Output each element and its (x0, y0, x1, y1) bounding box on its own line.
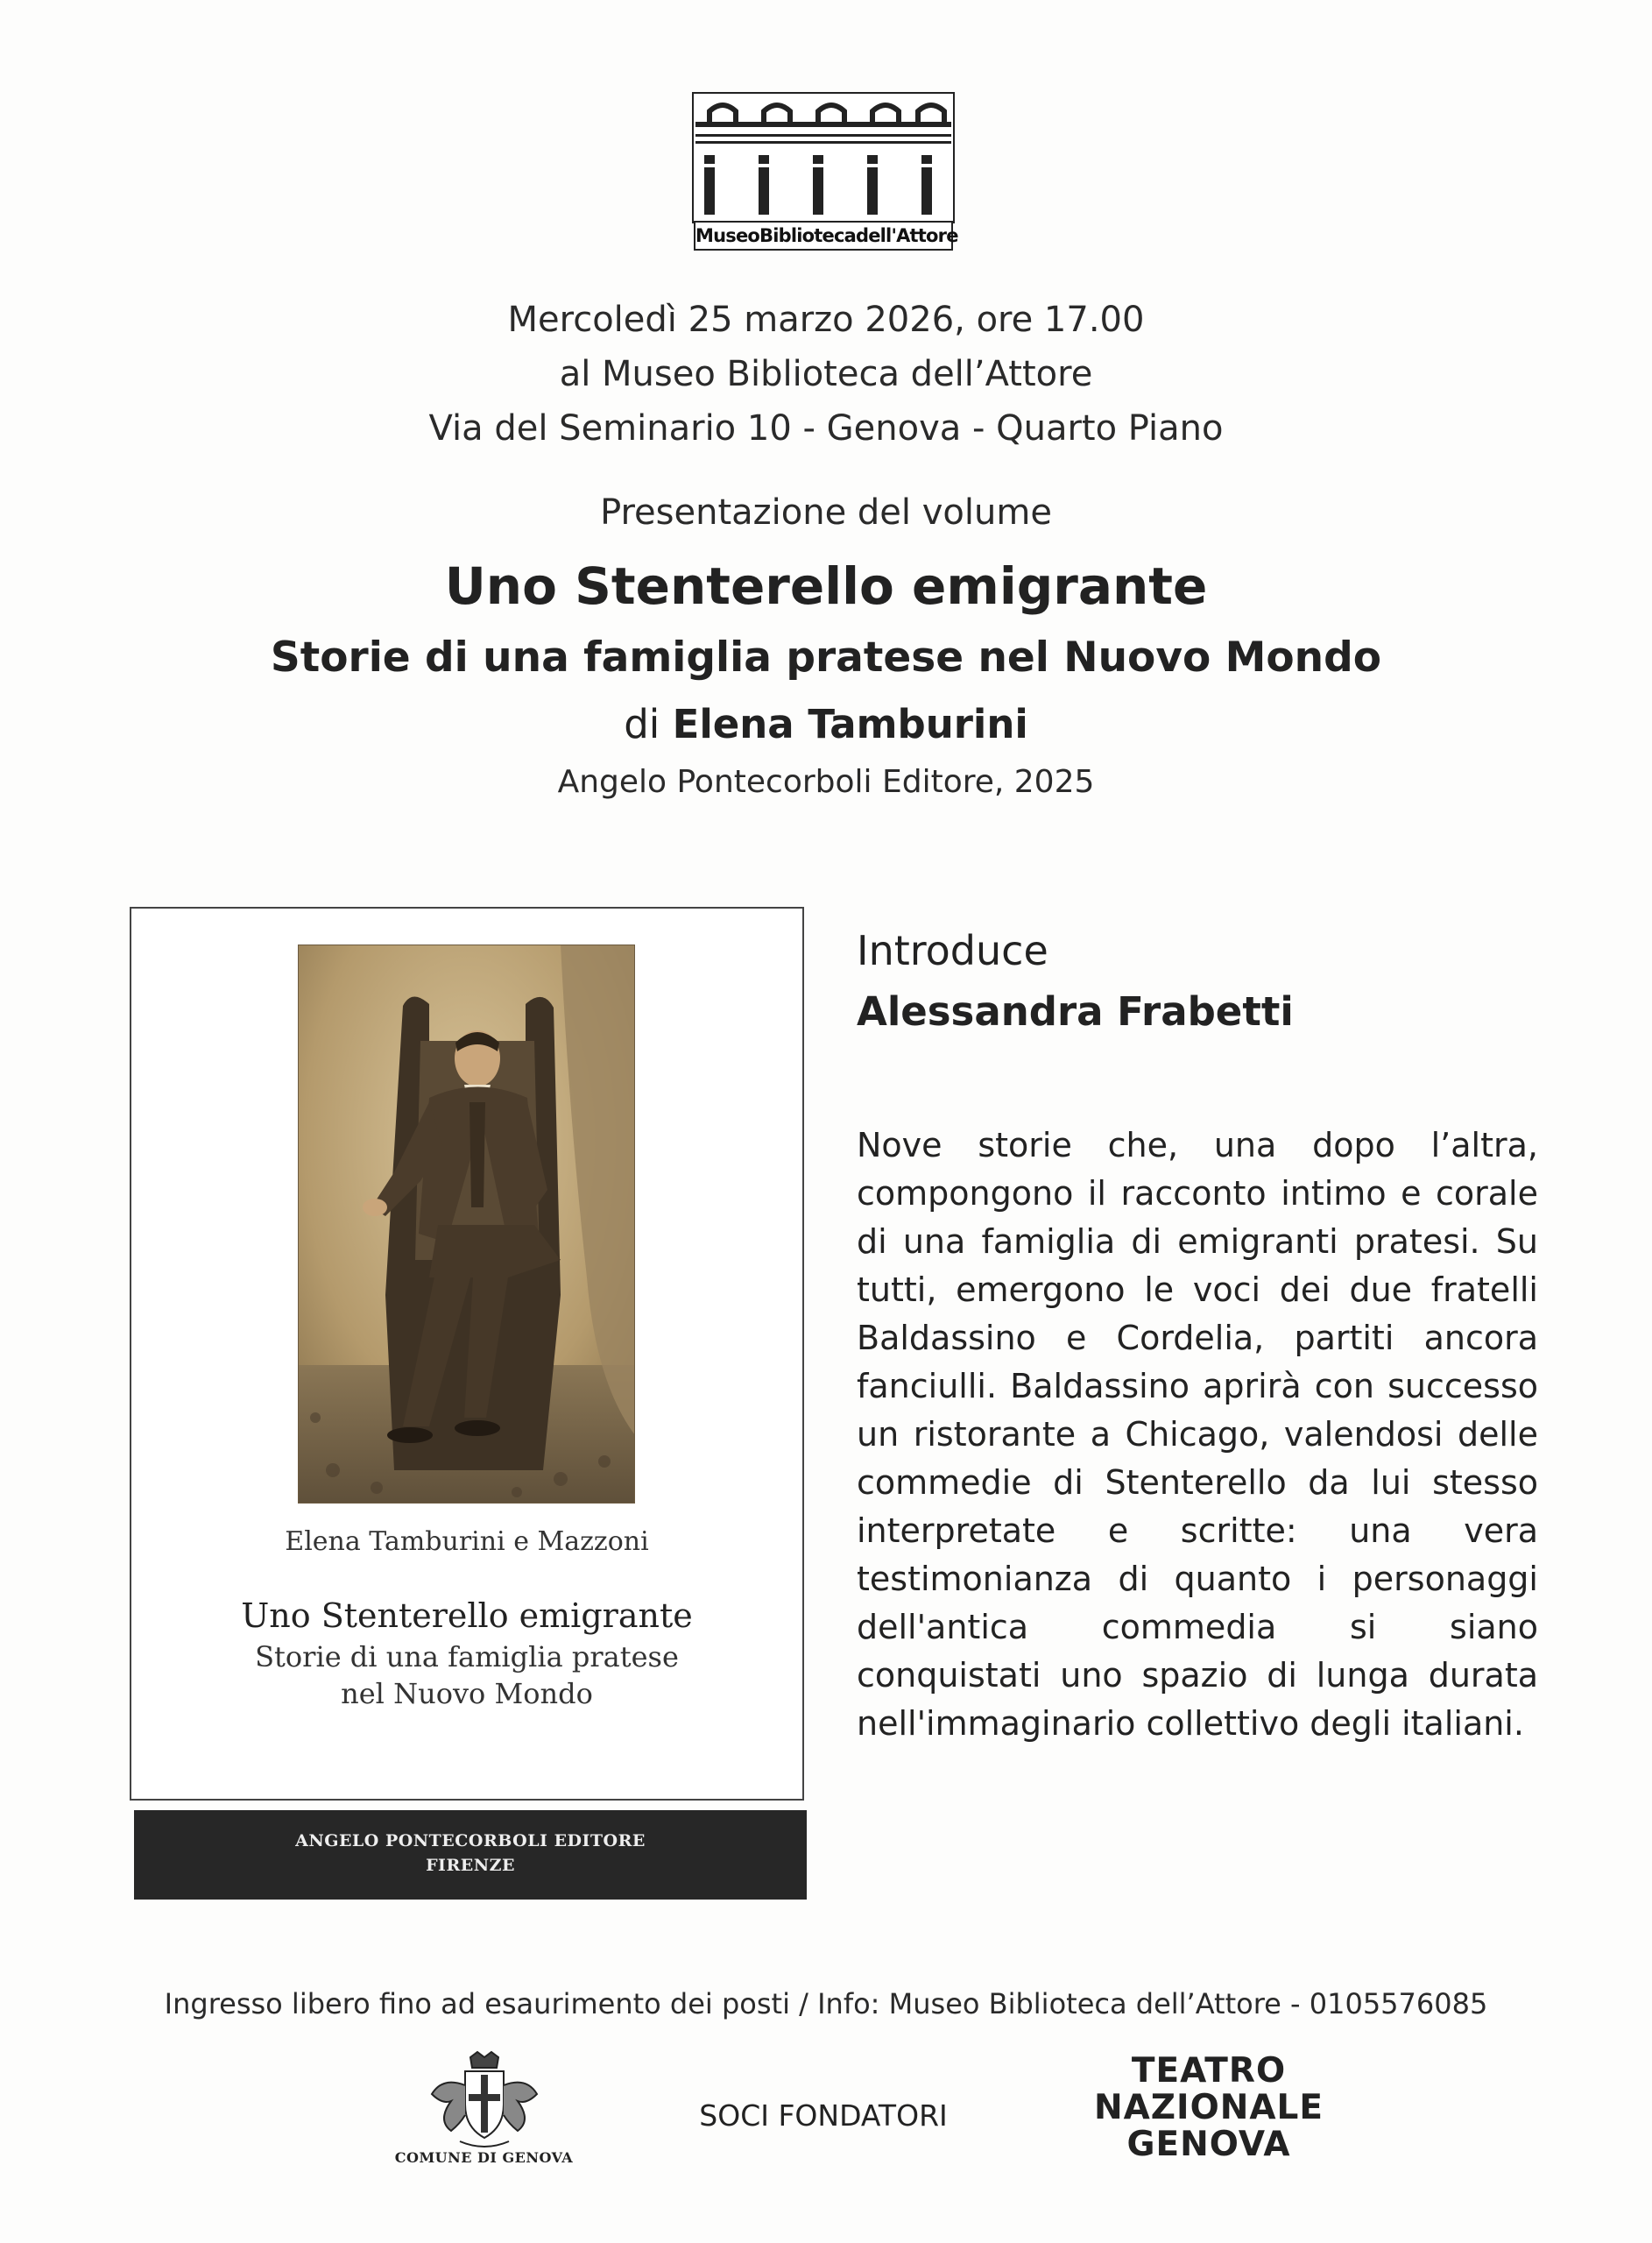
event-address: Via del Seminario 10 - Genova - Quarto Piano (428, 408, 1224, 449)
author-line (0, 701, 1652, 747)
presentation-label: Presentazione del volume (600, 492, 1052, 533)
cover-publisher-band (134, 1810, 807, 1900)
cover-publisher-city: FIRENZE (426, 1856, 515, 1875)
logo-caption: MuseoBibliotecadell'Attore (694, 221, 953, 251)
book-title: Uno Stenterello emigrante (444, 556, 1208, 616)
introducer-name: Alessandra Frabetti (857, 988, 1294, 1035)
introducer-label: Introduce (857, 927, 1048, 974)
cover-author: Elena Tamburini e Mazzoni (285, 1526, 649, 1557)
vintage-portrait-photo (298, 945, 635, 1504)
event-venue: al Museo Biblioteca dell’Attore (559, 354, 1093, 394)
cover-title: Uno Stenterello emigrante (241, 1596, 693, 1635)
comune-di-genova-label: COMUNE DI GENOVA (394, 2149, 574, 2166)
teatro-line1: TEATRO (1131, 2051, 1287, 2091)
author-name: Elena Tamburini (672, 701, 1028, 747)
teatro-line2: NAZIONALE (1093, 2088, 1324, 2127)
publisher-line: Angelo Pontecorboli Editore, 2025 (557, 764, 1095, 800)
genova-crest-icon (425, 2050, 543, 2154)
cover-subtitle-line2: nel Nuovo Mondo (341, 1677, 593, 1710)
book-subtitle: Storie di una famiglia pratese nel Nuovo Mondo (270, 633, 1382, 682)
teatro-nazionale-genova-logo (1077, 2053, 1340, 2163)
cover-publisher-name: ANGELO PONTECORBOLI EDITORE (295, 1831, 646, 1850)
footer-info: Ingresso libero fino ad esaurimento dei posti / Info: Museo Biblioteca dell’Attore - 0105576085 (164, 1987, 1488, 2020)
author-prefix: di (624, 701, 660, 747)
soci-fondatori-label: SOCI FONDATORI (699, 2098, 948, 2133)
teatro-line3: GENOVA (1126, 2125, 1291, 2164)
cover-subtitle-line1: Storie di una famiglia pratese (255, 1640, 679, 1673)
book-description: Nove storie che, una dopo l’altra, compongono il racconto intimo e corale di una famiglia di emigranti pratesi. Su tutti, emergono le voci dei due fratelli Baldassino e Cordelia, partiti ancora fanciulli. Baldassino aprirà con successo un ristorante a Chicago, valendosi delle commedie di Stenterello da lui stesso interpretate e scritte: una vera testimonianza di quanto i personaggi dell'antica commedia si siano conquistati uno spazio di lunga durata nell'immaginario collettivo degli italiani. (857, 1126, 1538, 1743)
event-date: Mercoledì 25 marzo 2026, ore 17.00 (507, 300, 1145, 340)
